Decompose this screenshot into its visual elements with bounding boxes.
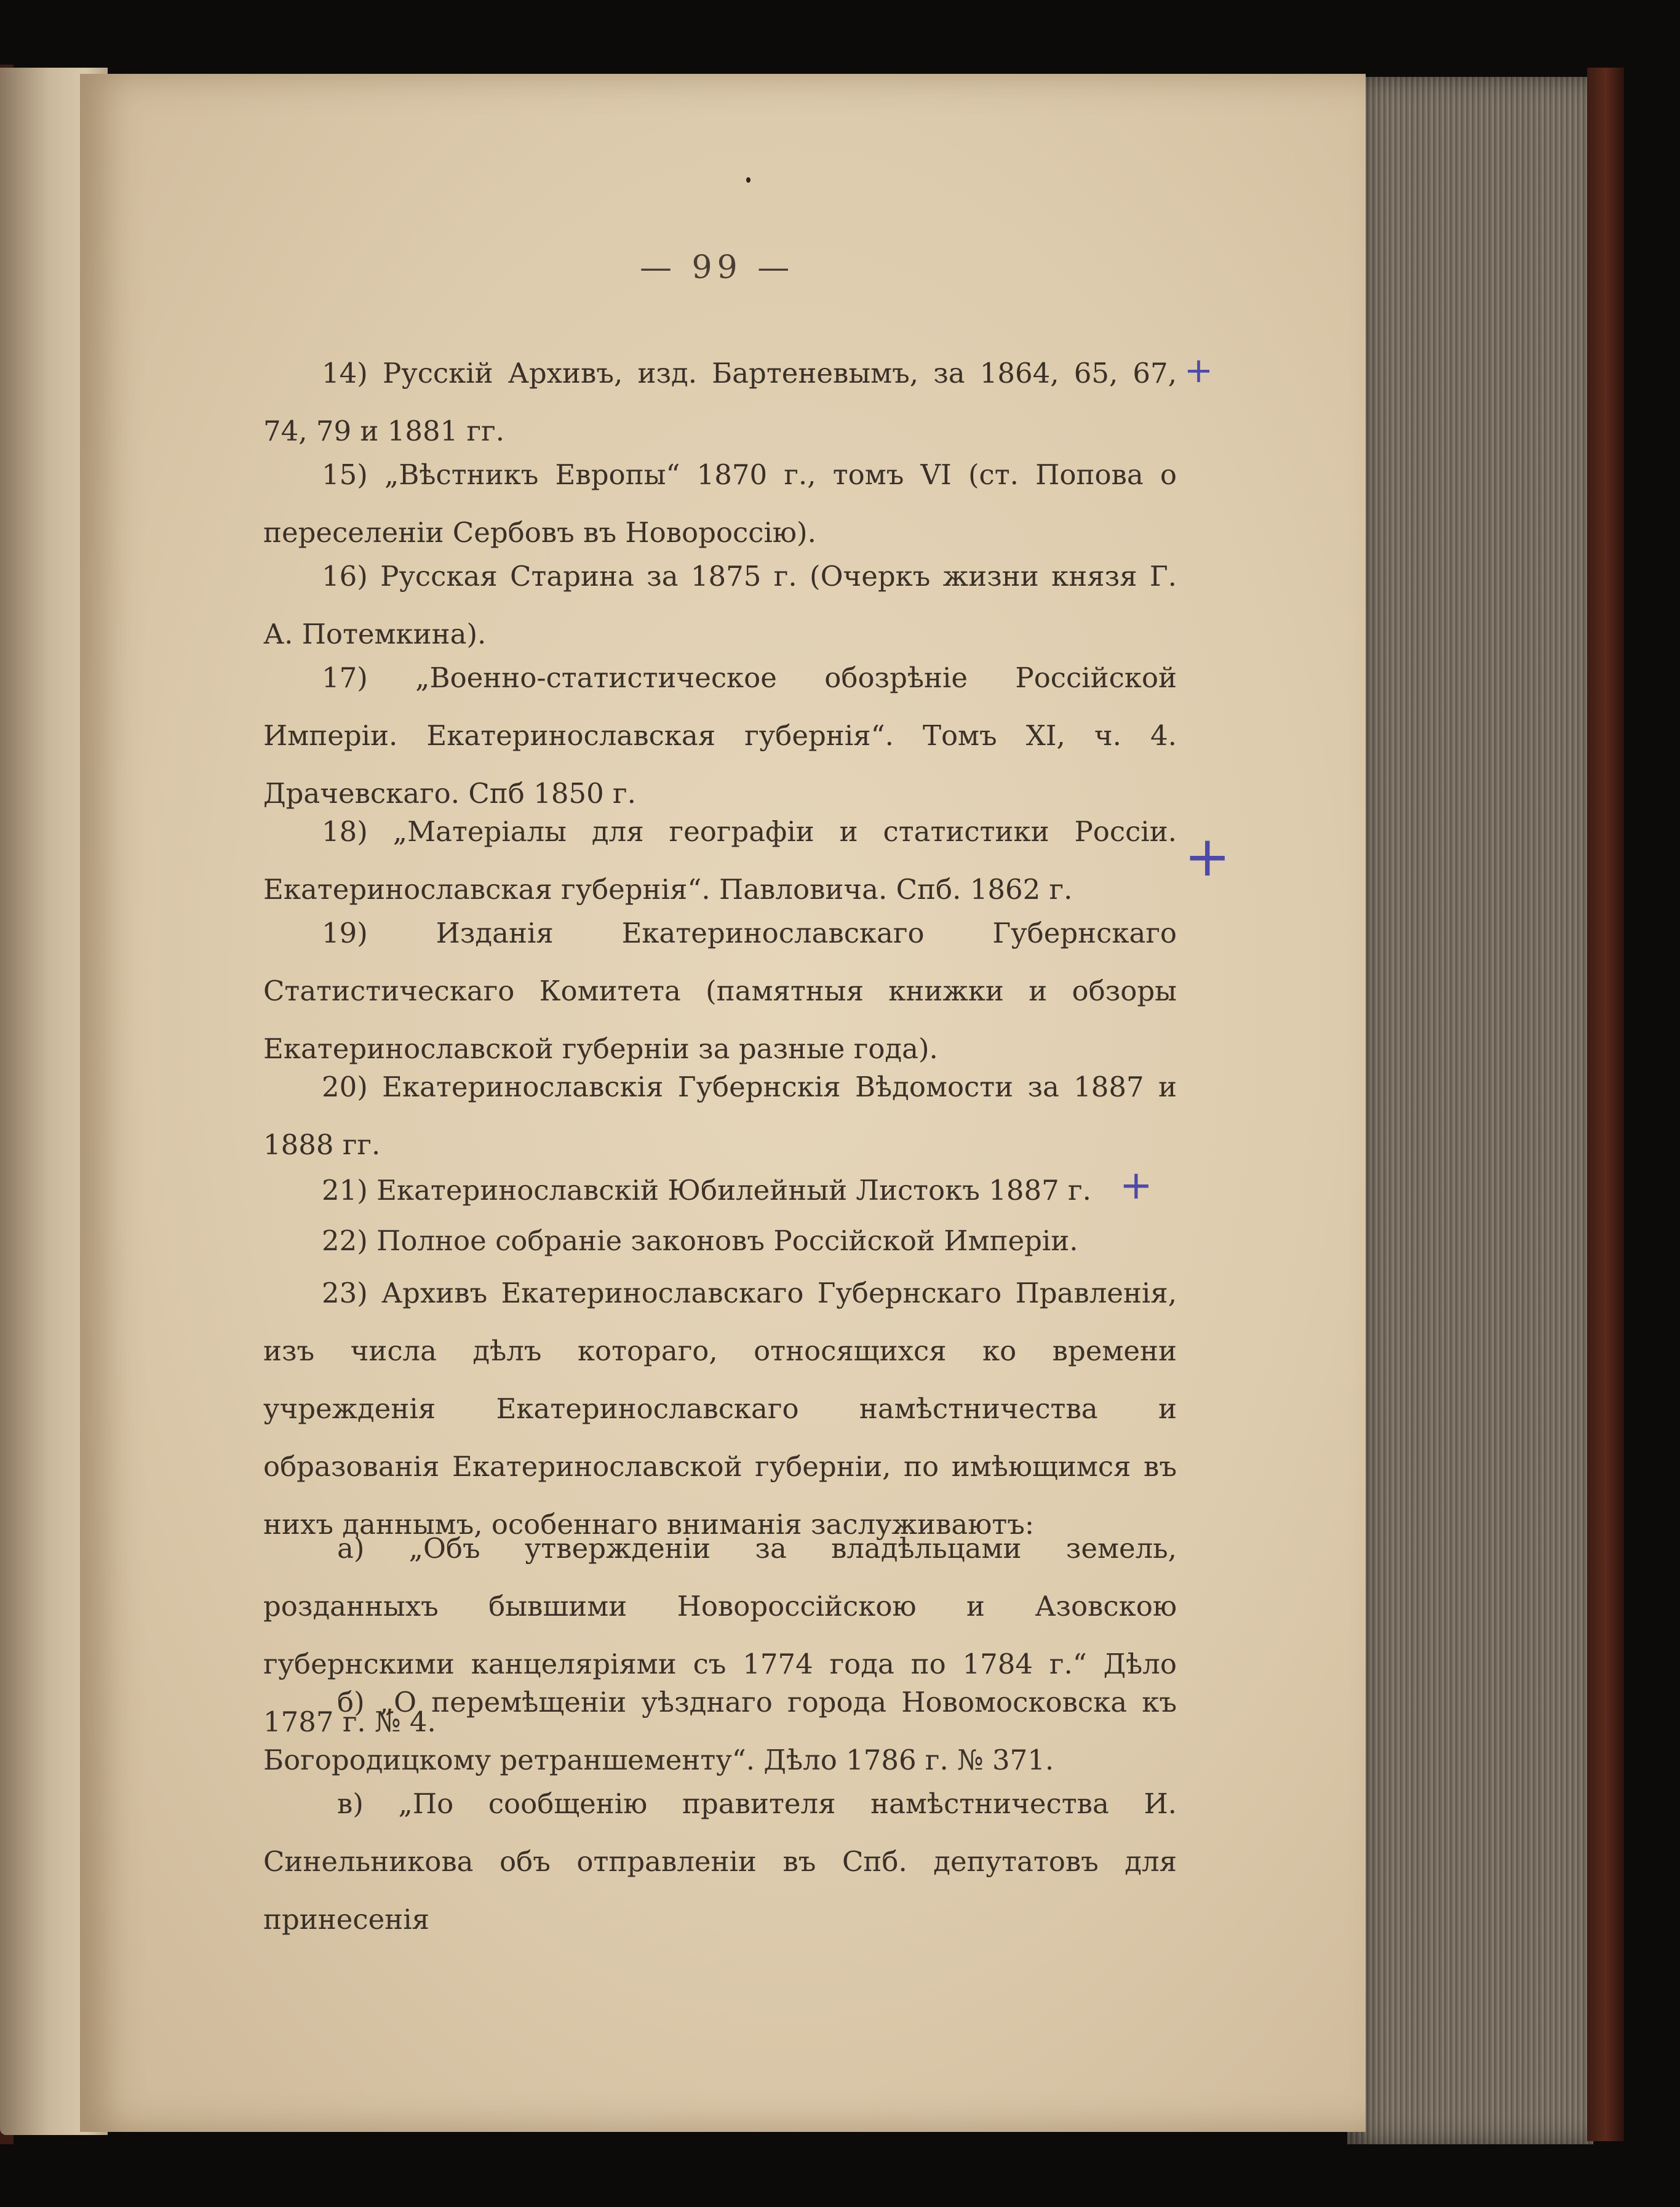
page-number: — 99 — [640,249,795,286]
entry-23: 23) Архивъ Екатеринославскаго Губернскаго Правленія, изъ числа дѣлъ котораго, относящихся ко времени учрежденія Екатеринославскаго намѣстничества и образованія Екатеринославской губерніи, по имѣющимся въ нихъ даннымъ, особеннаго вниманія заслуживаютъ: [263,1277,1177,1541]
entry-21: 21) Екатеринославскій Юбилейный Листокъ 1887 г. [322,1174,1091,1207]
entry-15: 15) „Вѣстникъ Европы“ 1870 г., томъ VI (ст. Попова о переселеніи Сербовъ въ Новороссію). [263,458,1177,549]
entry-14: 14) Русскій Архивъ, изд. Бартеневымъ, за 1864, 65, 67, 74, 79 и 1881 гг. [263,357,1177,447]
entry-22: 22) Полное собраніе законовъ Россійской Имперіи. [322,1224,1078,1257]
entry-18: 18) „Матеріалы для географіи и статистики Россіи. Екатеринославская губернія“. Павловича. Спб. 1862 г. [263,815,1177,906]
subentry-b: б) „О перемѣщеніи уѣзднаго города Новомосковска къ Богородицкому ретраншементу“. Дѣло 1786 г. № 371. [263,1686,1177,1776]
entry-16: 16) Русская Старина за 1875 г. (Очеркъ жизни князя Г. А. Потемкина). [263,560,1177,650]
pencil-plus-mark: + [1184,351,1213,391]
book-fore-edge [1347,77,1593,2144]
entry-19: 19) Изданія Екатеринославскаго Губернскаго Статистическаго Комитета (памятныя книжки и обзоры Екатеринославской губерніи за разные года). [263,917,1177,1065]
subentry-a: а) „Объ утвержденіи за владѣльцами земель, розданныхъ бывшими Новороссійскою и Азовскою губернскими канцеляріями съ 1774 года по 1784 г.“ Дѣло 1787 г. № 4. [263,1532,1177,1738]
entry-20: 20) Екатеринославскія Губернскія Вѣдомости за 1887 и 1888 гг. [263,1071,1177,1161]
right-cover-edge [1587,68,1624,2141]
ink-speck [746,177,750,183]
pencil-plus-mark: + [1184,824,1231,889]
pencil-plus-mark: + [1120,1163,1153,1208]
subentry-v: в) „По сообщенію правителя намѣстничества И. Синельникова объ отправленіи въ Спб. депутатовъ для принесенія [263,1787,1177,1936]
entry-17: 17) „Военно-статистическое обозрѣніе Россійской Имперіи. Екатеринославская губернія“. Томъ XI, ч. 4. Драчевскаго. Спб 1850 г. [263,661,1177,810]
